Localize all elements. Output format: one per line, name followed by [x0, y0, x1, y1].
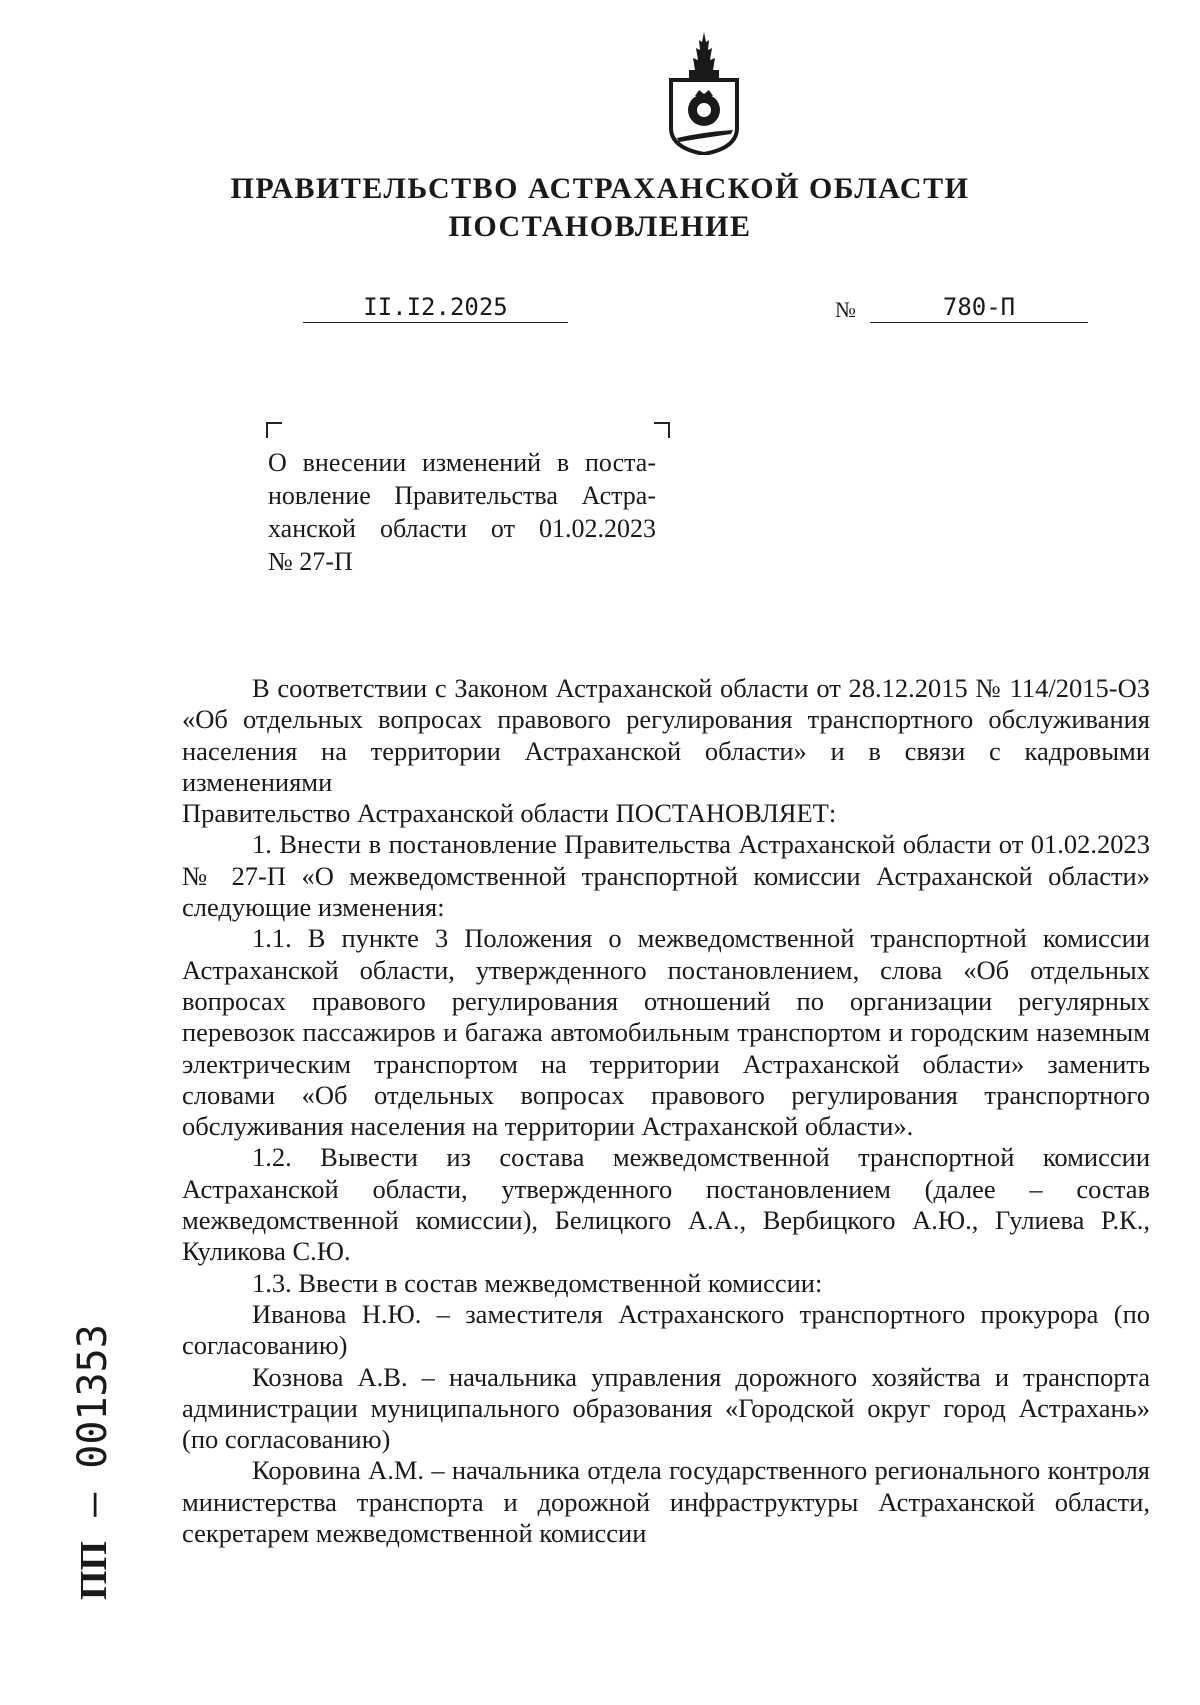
body-paragraph: 1. Внести в постановление Правительства Астраханской области от 01.02.2023 № 27-П «О межведомственной транспортной комиссии Астраханской области» следующие изменения:: [182, 829, 1150, 923]
org-title: ПРАВИТЕЛЬСТВО АСТРАХАНСКОЙ ОБЛАСТИ: [230, 172, 970, 205]
body-paragraph: 1.2. Вывести из состава межведомственной транспортной комиссии Астраханской области, утвержденного постановлением (далее – состав межведомственной комиссии), Белицкого А.А., Вербицкого А.Ю., Гулиева Р.К., Куликова С.Ю.: [182, 1142, 1150, 1267]
body-paragraph: 1.3. Ввести в состав межведомственной комиссии:: [252, 1267, 823, 1298]
document-subject: [268, 446, 656, 578]
subject-line: ханской области от 01.02.2023: [268, 514, 656, 543]
subject-line: № 27-П: [268, 547, 353, 576]
subject-corner-left: [266, 422, 282, 438]
side-code-number: 001353: [70, 1324, 116, 1469]
side-registration-code: [28, 1260, 118, 1600]
doc-type: ПОСТАНОВЛЕНИЕ: [448, 210, 752, 243]
subject-line: новление Правительства Астра-: [268, 481, 656, 510]
document-date: II.I2.2025: [303, 292, 568, 323]
side-code-prefix: ПП: [73, 1540, 115, 1600]
subject-line: О внесении изменений в поста-: [268, 448, 656, 477]
body-paragraph: В соответствии с Законом Астраханской области от 28.12.2015 № 114/2015-ОЗ «Об отдельных вопросах правового регулирования транспортного обслуживания населения на территории Астраханской области» и в связи с кадровыми изменениями: [182, 673, 1150, 797]
side-code-dash: –: [70, 1492, 116, 1517]
document-body: [182, 673, 1150, 1549]
body-paragraph: Кознова А.В. – начальника управления дорожного хозяйства и транспорта администрации муниципального образования «Городской округ город Астрахань» (по согласованию): [182, 1361, 1150, 1455]
body-paragraph: Иванова Н.Ю. – заместителя Астраханского транспортного прокурора (по согласованию): [182, 1298, 1150, 1361]
document-header: [0, 170, 1200, 246]
body-paragraph: Правительство Астраханской области ПОСТАНОВЛЯЕТ:: [182, 798, 837, 829]
side-code-text: [48, 1260, 138, 1600]
number-label: №: [835, 297, 856, 322]
body-paragraph: Коровина А.М. – начальника отдела государственного регионального контроля министерства транспорта и дорожной инфраструктуры Астраханской области, секретарем межведомственной комиссии: [182, 1455, 1150, 1549]
coat-of-arms-icon: [663, 30, 745, 155]
body-paragraph: 1.1. В пункте 3 Положения о межведомственной транспортной комиссии Астраханской области, утвержденного постановлением, слова «Об отдельных вопросах правового регулирования отношений по организации регулярных перевозок пассажиров и багажа автомобильным транспортом и городским наземным электрическим транспортом на территории Астраханской области» заменить словами «Об отдельных вопросах правового регулирования транспортного обслуживания населения на территории Астраханской области».: [182, 923, 1150, 1142]
document-number: 780-П: [870, 292, 1088, 323]
subject-corner-right: [654, 422, 670, 438]
